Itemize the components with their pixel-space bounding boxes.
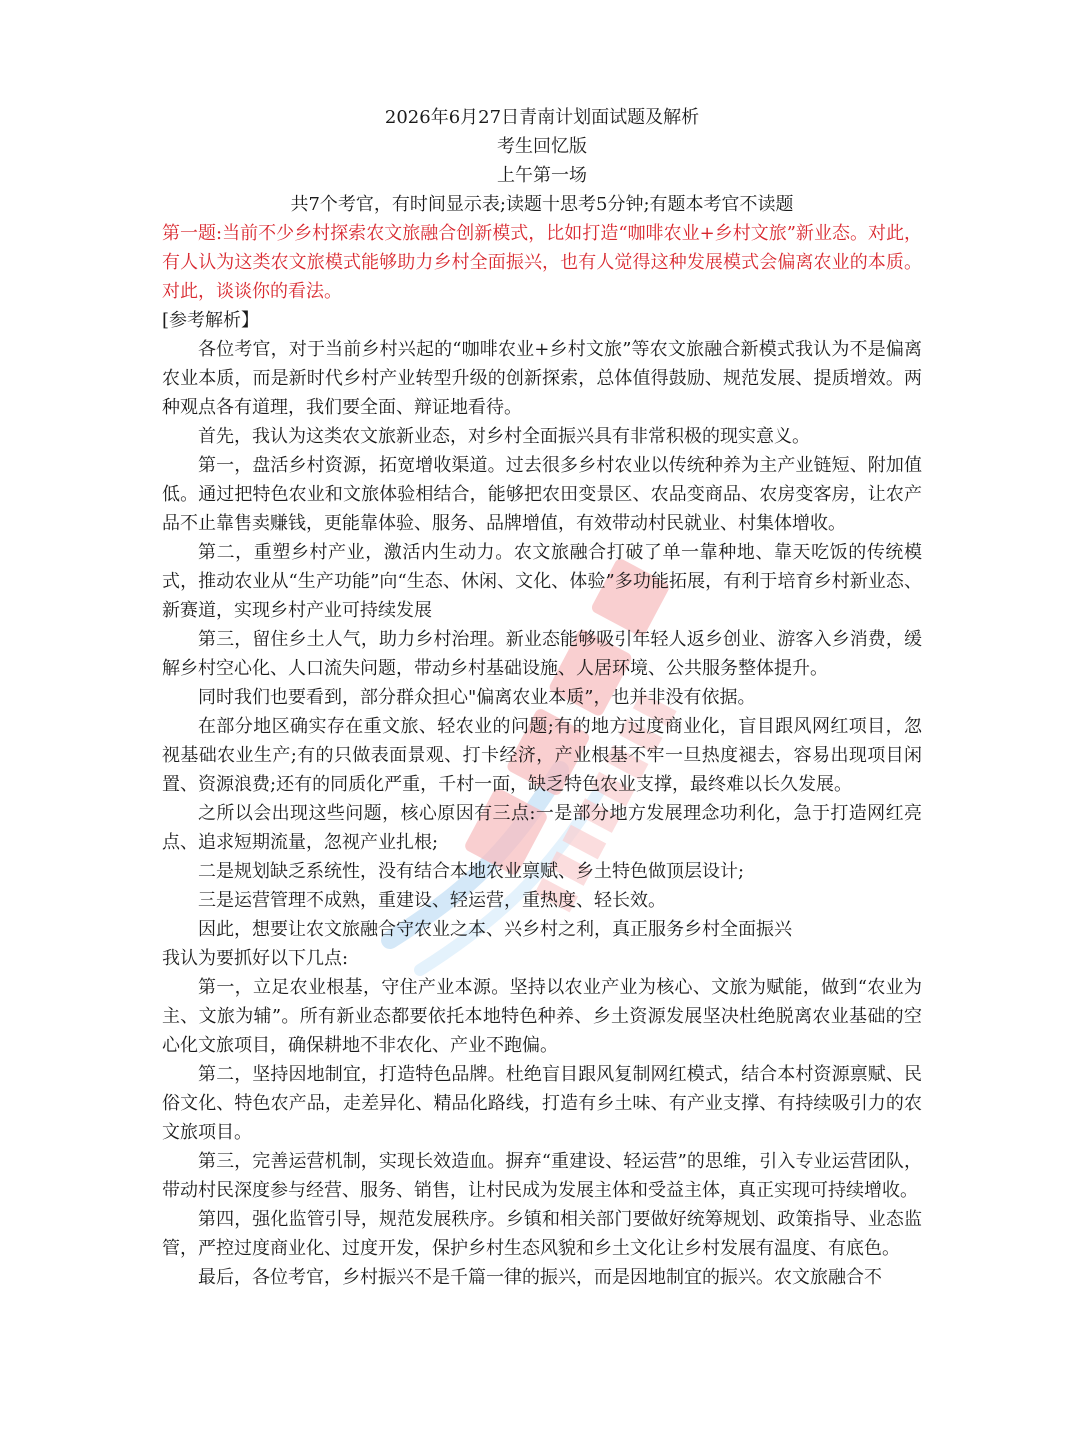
paragraph: 第三，留住乡土人气，助力乡村治理。新业态能够吸引年轻人返乡创业、游客入乡消费，缓解乡村空心化、人口流失问题，带动乡村基础设施、人居环境、公共服务整体提升。 [162, 629, 922, 679]
session-label: 上午第一场 [497, 165, 587, 186]
document-subtitle: 考生回忆版 [497, 136, 587, 157]
paragraph: 之所以会出现这些问题，核心原因有三点:一是部分地方发展理念功利化，急于打造网红亮点、追求短期流量，忽视产业扎根; [162, 803, 922, 853]
paragraph: 二是规划缺乏系统性，没有结合本地农业禀赋、乡土特色做顶层设计; [198, 861, 745, 882]
paragraph: 第二，坚持因地制宜，打造特色品牌。杜绝盲目跟风复制网红模式，结合本村资源禀赋、民俗文化、特色农产品，走差异化、精品化路线，打造有乡土味、有产业支撑、有持续吸引力的农文旅项目。 [162, 1064, 922, 1143]
exam-info: 共7个考官，有时间显示表;读题十思考5分钟;有题本考官不读题 [290, 194, 794, 215]
paragraph: 最后，各位考官，乡村振兴不是千篇一律的振兴，而是因地制宜的振兴。农文旅融合不 [198, 1267, 882, 1288]
paragraph: 在部分地区确实存在重文旅、轻农业的问题;有的地方过度商业化，盲目跟风网红项目，忽视基础农业生产;有的只做表面景观、打卡经济，产业根基不牢一旦热度褪去，容易出现项目闲置、资源浪费;还有的同质化严重，千村一面，缺乏特色农业支撑，最终难以长久发展。 [162, 716, 922, 795]
paragraph: 第一，盘活乡村资源，拓宽增收渠道。过去很多乡村农业以传统种养为主产业链短、附加值低。通过把特色农业和文旅体验相结合，能够把农田变景区、农品变商品、农房变客房，让农产品不止靠售卖赚钱，更能靠体验、服务、品牌增值，有效带动村民就业、村集体增收。 [162, 455, 922, 534]
paragraph: 因此，想要让农文旅融合守农业之本、兴乡村之利，真正服务乡村全面振兴 [198, 919, 792, 940]
paragraph: 同时我们也要看到，部分群众担心"偏离农业本质”，也并非没有依据。 [198, 687, 756, 708]
paragraph: 第一，立足农业根基，守住产业本源。坚持以农业产业为核心、文旅为赋能，做到“农业为主、文旅为辅”。所有新业态都要依托本地特色种养、乡土资源发展坚决杜绝脱离农业基础的空心化文旅项目，确保耕地不非农化、产业不跑偏。 [162, 977, 922, 1056]
analysis-label: [参考解析】 [162, 310, 260, 331]
paragraph: 第三，完善运营机制，实现长效造血。摒弃“重建设、轻运营”的思维，引入专业运营团队，带动村民深度参与经营、服务、销售，让村民成为发展主体和受益主体，真正实现可持续增收。 [162, 1151, 922, 1201]
document-title: 2026年6月27日青南计划面试题及解析 [384, 107, 700, 128]
paragraph: 我认为要抓好以下几点: [162, 948, 349, 969]
document-content [162, 103, 922, 1292]
paragraph: 首先，我认为这类农文旅新业态，对乡村全面振兴具有非常积极的现实意义。 [198, 426, 810, 447]
paragraph: 三是运营管理不成熟，重建设、轻运营，重热度、轻长效。 [198, 890, 666, 911]
question-text: 第一题:当前不少乡村探索农文旅融合创新模式，比如打造“咖啡农业+乡村文旅”新业态。对此，有人认为这类农文旅模式能够助力乡村全面振兴，也有人觉得这种发展模式会偏离农业的本质。对此，谈谈你的看法。 [162, 223, 922, 302]
paragraph: 第四，强化监管引导，规范发展秩序。乡镇和相关部门要做好统筹规划、政策指导、业态监管，严控过度商业化、过度开发，保护乡村生态风貌和乡土文化让乡村发展有温度、有底色。 [162, 1209, 922, 1259]
paragraph: 第二，重塑乡村产业，激活内生动力。农文旅融合打破了单一靠种地、靠天吃饭的传统模式，推动农业从“生产功能”向“生态、休闲、文化、体验”多功能拓展，有利于培育乡村新业态、新赛道，实现乡村产业可持续发展 [162, 542, 922, 621]
paragraph: 各位考官，对于当前乡村兴起的“咖啡农业+乡村文旅”等农文旅融合新模式我认为不是偏离农业本质，而是新时代乡村产业转型升级的创新探索，总体值得鼓励、规范发展、提质增效。两种观点各有道理，我们要全面、辩证地看待。 [162, 339, 922, 418]
